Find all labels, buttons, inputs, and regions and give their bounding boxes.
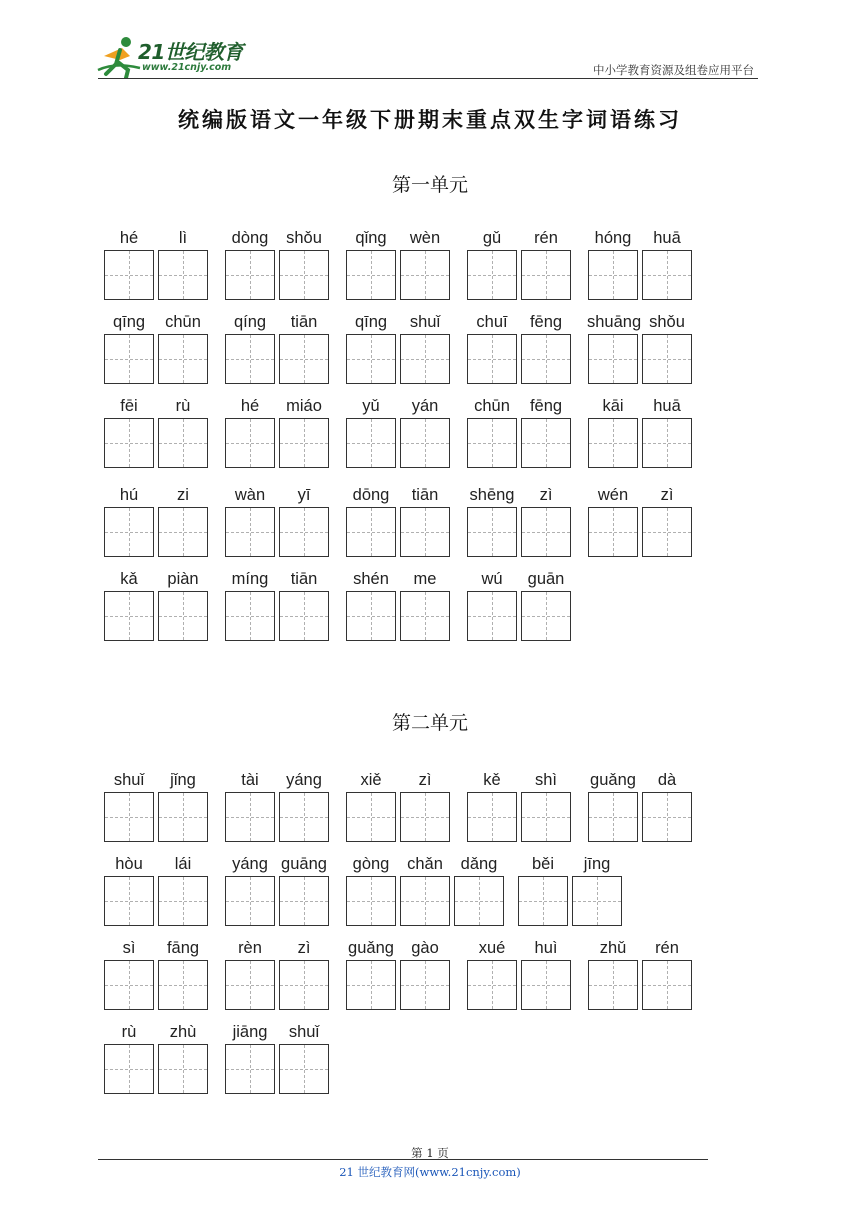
pinyin-label: rén <box>534 229 558 247</box>
pinyin-label: hé <box>119 229 139 247</box>
pinyin-label: shì <box>534 771 557 789</box>
writing-grid-cell[interactable] <box>467 591 517 641</box>
writing-grid-cell[interactable] <box>521 507 571 557</box>
pinyin-label: hé <box>240 397 260 415</box>
writing-grid-cell[interactable] <box>346 876 396 926</box>
pinyin-label: hòu <box>115 855 143 873</box>
writing-grid-cell[interactable] <box>521 418 571 468</box>
pinyin-label: shuǐ <box>288 1023 320 1041</box>
writing-grid-cell[interactable] <box>400 792 450 842</box>
pinyin-label: guān <box>527 570 565 588</box>
unit-title: 第二单元 <box>391 712 468 734</box>
pinyin-label: dǎng <box>460 855 498 873</box>
writing-grid-cell[interactable] <box>467 334 517 384</box>
writing-grid-cell[interactable] <box>346 507 396 557</box>
writing-grid-cell[interactable] <box>467 507 517 557</box>
word-row <box>0 570 860 650</box>
pinyin-label: zhù <box>169 1023 197 1041</box>
pinyin-label: hóng <box>594 229 632 247</box>
pinyin-label: rù <box>121 1023 137 1041</box>
pinyin-label: kǎ <box>120 570 138 588</box>
pinyin-label: me <box>413 570 437 588</box>
writing-grid-cell[interactable] <box>104 507 154 557</box>
pinyin-label: shēng <box>469 486 515 504</box>
word-row <box>0 229 860 309</box>
word-row <box>0 855 860 935</box>
page-number: 第 1 页 <box>411 1146 449 1160</box>
platform-name: 中小学教育资源及组卷应用平台 <box>593 63 754 77</box>
pinyin-label: yī <box>297 486 311 504</box>
writing-grid-cell[interactable] <box>588 792 638 842</box>
writing-grid-cell[interactable] <box>572 876 622 926</box>
writing-grid-cell[interactable] <box>225 507 275 557</box>
writing-grid-cell[interactable] <box>104 960 154 1010</box>
writing-grid-cell[interactable] <box>400 334 450 384</box>
pinyin-label: qīng <box>354 313 388 331</box>
writing-grid-cell[interactable] <box>104 876 154 926</box>
writing-grid-cell[interactable] <box>225 1044 275 1094</box>
pinyin-label: chuī <box>476 313 508 331</box>
writing-grid-cell[interactable] <box>279 250 329 300</box>
pinyin-label: shǒu <box>649 313 685 331</box>
writing-grid-cell[interactable] <box>279 876 329 926</box>
writing-grid-cell[interactable] <box>400 960 450 1010</box>
pinyin-label: zì <box>660 486 674 504</box>
writing-grid-cell[interactable] <box>521 792 571 842</box>
writing-grid-cell[interactable] <box>346 250 396 300</box>
writing-grid-cell[interactable] <box>346 960 396 1010</box>
pinyin-label: sì <box>122 939 136 957</box>
writing-grid-cell[interactable] <box>225 250 275 300</box>
writing-grid-cell[interactable] <box>225 792 275 842</box>
pinyin-label: zì <box>297 939 311 957</box>
word-row <box>0 397 860 477</box>
pinyin-label: shǒu <box>286 229 322 247</box>
pinyin-label: qīng <box>112 313 146 331</box>
writing-grid-cell[interactable] <box>158 591 208 641</box>
logo-text: 21世纪教育 <box>138 40 243 64</box>
pinyin-label: yǔ <box>362 397 380 415</box>
writing-grid-cell[interactable] <box>279 334 329 384</box>
writing-grid-cell[interactable] <box>104 250 154 300</box>
pinyin-label: shén <box>353 570 389 588</box>
pinyin-label: tiān <box>411 486 439 504</box>
writing-grid-cell[interactable] <box>104 591 154 641</box>
pinyin-label: jīng <box>583 855 611 873</box>
pinyin-label: fēi <box>120 397 138 415</box>
pinyin-label: shuǐ <box>409 313 441 331</box>
writing-grid-cell[interactable] <box>521 334 571 384</box>
writing-grid-cell[interactable] <box>279 960 329 1010</box>
pinyin-label: xué <box>478 939 506 957</box>
writing-grid-cell[interactable] <box>158 507 208 557</box>
pinyin-label: kě <box>483 771 501 789</box>
pinyin-label: chūn <box>165 313 201 331</box>
footer-site-link[interactable]: 21 世纪教育网(www.21cnjy.com) <box>339 1165 521 1179</box>
writing-grid-cell[interactable] <box>400 591 450 641</box>
pinyin-label: fēng <box>529 397 563 415</box>
pinyin-label: fēng <box>529 313 563 331</box>
pinyin-label: qíng <box>233 313 267 331</box>
writing-grid-cell[interactable] <box>454 876 504 926</box>
pinyin-label: qǐng <box>355 229 387 247</box>
writing-grid-cell[interactable] <box>400 876 450 926</box>
pinyin-label: zi <box>177 486 189 504</box>
writing-grid-cell[interactable] <box>521 960 571 1010</box>
pinyin-label: shuǐ <box>113 771 145 789</box>
pinyin-label: shuāng <box>587 313 642 331</box>
writing-grid-cell[interactable] <box>518 876 568 926</box>
pinyin-label: lái <box>174 855 192 873</box>
pinyin-label: rèn <box>238 939 262 957</box>
pinyin-label: jǐng <box>170 771 196 789</box>
word-row <box>0 939 860 1019</box>
footer-divider <box>98 1159 708 1160</box>
pinyin-label: guǎng <box>590 771 636 789</box>
writing-grid-cell[interactable] <box>279 792 329 842</box>
writing-grid-cell[interactable] <box>158 250 208 300</box>
writing-grid-cell[interactable] <box>158 418 208 468</box>
writing-grid-cell[interactable] <box>642 960 692 1010</box>
pinyin-label: yáng <box>232 855 268 873</box>
writing-grid-cell[interactable] <box>521 591 571 641</box>
pinyin-label: fāng <box>166 939 200 957</box>
pinyin-label: tiān <box>290 570 318 588</box>
pinyin-label: yán <box>411 397 439 415</box>
pinyin-label: zì <box>418 771 432 789</box>
pinyin-label: rén <box>655 939 679 957</box>
pinyin-label: guǎng <box>348 939 394 957</box>
pinyin-label: chǎn <box>407 855 443 873</box>
pinyin-label: huā <box>653 397 681 415</box>
writing-grid-cell[interactable] <box>588 507 638 557</box>
word-row <box>0 313 860 393</box>
writing-grid-cell[interactable] <box>642 334 692 384</box>
writing-grid-cell[interactable] <box>158 960 208 1010</box>
pinyin-label: yáng <box>286 771 322 789</box>
document-title: 统编版语文一年级下册期末重点双生字词语练习 <box>178 107 682 132</box>
writing-grid-cell[interactable] <box>158 876 208 926</box>
writing-grid-cell[interactable] <box>279 1044 329 1094</box>
writing-grid-cell[interactable] <box>400 250 450 300</box>
pinyin-label: lì <box>178 229 188 247</box>
writing-grid-cell[interactable] <box>642 507 692 557</box>
pinyin-label: tài <box>241 771 259 789</box>
writing-grid-cell[interactable] <box>346 418 396 468</box>
pinyin-label: wén <box>597 486 629 504</box>
writing-grid-cell[interactable] <box>279 507 329 557</box>
writing-grid-cell[interactable] <box>467 250 517 300</box>
writing-grid-cell[interactable] <box>467 418 517 468</box>
writing-grid-cell[interactable] <box>279 591 329 641</box>
pinyin-label: huā <box>653 229 681 247</box>
writing-grid-cell[interactable] <box>104 1044 154 1094</box>
pinyin-label: gǔ <box>482 229 502 247</box>
writing-grid-cell[interactable] <box>104 334 154 384</box>
pinyin-label: gào <box>411 939 439 957</box>
pinyin-label: xiě <box>360 771 382 789</box>
pinyin-label: miáo <box>286 397 322 415</box>
writing-grid-cell[interactable] <box>588 418 638 468</box>
writing-grid-cell[interactable] <box>225 591 275 641</box>
writing-grid-cell[interactable] <box>400 507 450 557</box>
writing-grid-cell[interactable] <box>642 250 692 300</box>
pinyin-label: wú <box>481 570 503 588</box>
pinyin-label: chūn <box>474 397 510 415</box>
word-row <box>0 771 860 851</box>
writing-grid-cell[interactable] <box>642 792 692 842</box>
unit-title: 第一单元 <box>391 174 468 196</box>
word-row <box>0 1023 860 1103</box>
pinyin-label: rù <box>175 397 191 415</box>
writing-grid-cell[interactable] <box>346 334 396 384</box>
writing-grid-cell[interactable] <box>588 250 638 300</box>
writing-grid-cell[interactable] <box>467 792 517 842</box>
pinyin-label: jiāng <box>232 1023 268 1041</box>
writing-grid-cell[interactable] <box>104 418 154 468</box>
logo-url: www.21cnjy.com <box>142 62 232 73</box>
pinyin-label: dà <box>657 771 677 789</box>
pinyin-label: wàn <box>234 486 266 504</box>
writing-grid-cell[interactable] <box>158 1044 208 1094</box>
pinyin-label: huì <box>534 939 558 957</box>
writing-grid-cell[interactable] <box>225 960 275 1010</box>
pinyin-label: gòng <box>352 855 390 873</box>
writing-grid-cell[interactable] <box>104 792 154 842</box>
pinyin-label: zhǔ <box>599 939 627 957</box>
writing-grid-cell[interactable] <box>279 418 329 468</box>
writing-grid-cell[interactable] <box>642 418 692 468</box>
pinyin-label: dòng <box>231 229 269 247</box>
word-row <box>0 486 860 566</box>
pinyin-label: míng <box>231 570 269 588</box>
pinyin-label: wèn <box>409 229 441 247</box>
pinyin-label: tiān <box>290 313 318 331</box>
writing-grid-cell[interactable] <box>225 876 275 926</box>
writing-grid-cell[interactable] <box>158 792 208 842</box>
pinyin-label: guāng <box>281 855 327 873</box>
pinyin-label: běi <box>531 855 555 873</box>
writing-grid-cell[interactable] <box>225 418 275 468</box>
writing-grid-cell[interactable] <box>346 591 396 641</box>
pinyin-label: hú <box>119 486 139 504</box>
writing-grid-cell[interactable] <box>400 418 450 468</box>
pinyin-label: dōng <box>352 486 390 504</box>
pinyin-label: kāi <box>602 397 624 415</box>
writing-grid-cell[interactable] <box>158 334 208 384</box>
writing-grid-cell[interactable] <box>588 334 638 384</box>
writing-grid-cell[interactable] <box>521 250 571 300</box>
writing-grid-cell[interactable] <box>467 960 517 1010</box>
pinyin-label: piàn <box>167 570 199 588</box>
pinyin-label: zì <box>539 486 553 504</box>
writing-grid-cell[interactable] <box>588 960 638 1010</box>
writing-grid-cell[interactable] <box>346 792 396 842</box>
writing-grid-cell[interactable] <box>225 334 275 384</box>
